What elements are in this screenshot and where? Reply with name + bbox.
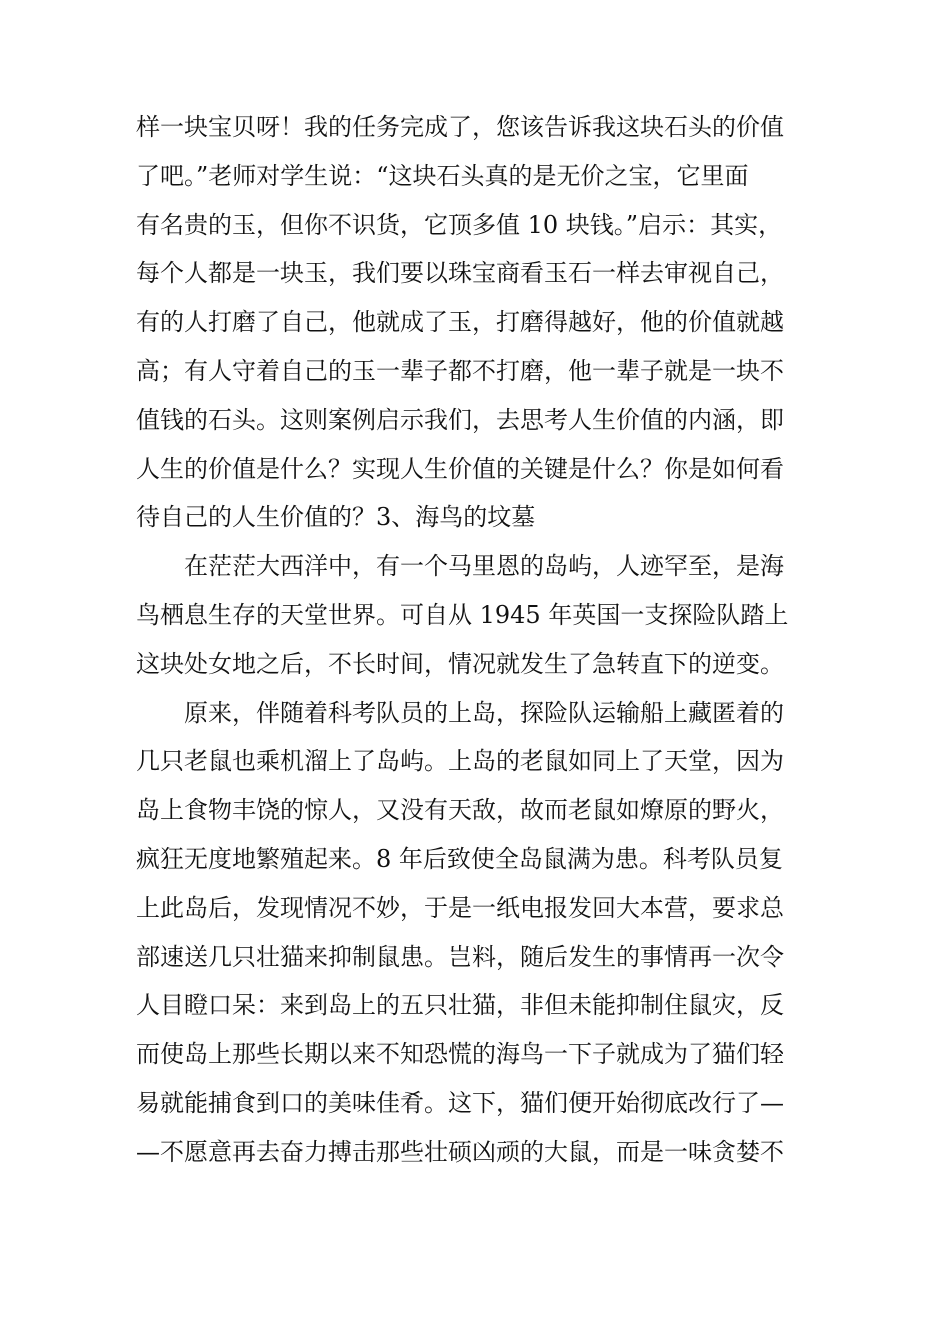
text-line: 有的人打磨了自己，他就成了玉，打磨得越好，他的价值就越 [136, 308, 784, 337]
body-text [136, 103, 826, 1177]
text-line: 了吧。”老师对学生说：“这块石头真的是无价之宝，它里面 [136, 161, 749, 190]
text-line: 待自己的人生价值的？3、海鸟的坟墓 [136, 503, 536, 532]
text-line: 人目瞪口呆：来到岛上的五只壮猫，非但未能抑制住鼠灾，反 [136, 991, 784, 1020]
text-line: 有名贵的玉，但你不识货，它顶多值 10 块钱。”启示：其实， [136, 210, 783, 239]
text-line: 而使岛上那些长期以来不知恐慌的海鸟一下子就成为了猫们轻 [136, 1040, 784, 1069]
text-line: 样一块宝贝呀！我的任务完成了，您该告诉我这块石头的价值 [136, 113, 784, 141]
text-line: 高；有人守着自己的玉一辈子都不打磨，他一辈子就是一块不 [136, 356, 784, 385]
text-line: 疯狂无度地繁殖起来。8 年后致使全岛鼠满为患。科考队员复 [136, 844, 783, 873]
text-line: 上此岛后，发现情况不妙，于是一纸电报发回大本营，要求总 [136, 893, 784, 922]
text-line: 岛上食物丰饶的惊人，又没有天敌，故而老鼠如燎原的野火， [136, 796, 784, 825]
text-line: 这块处女地之后，不长时间，情况就发生了急转直下的逆变。 [136, 649, 784, 678]
text-line: 每个人都是一块玉，我们要以珠宝商看玉石一样去审视自己， [136, 259, 784, 288]
text-line: 几只老鼠也乘机溜上了岛屿。上岛的老鼠如同上了天堂，因为 [136, 747, 784, 776]
text-line: 人生的价值是什么？实现人生价值的关键是什么？你是如何看 [136, 454, 784, 483]
text-line: 值钱的石头。这则案例启示我们，去思考人生价值的内涵，即 [136, 405, 784, 434]
text-line: 鸟栖息生存的天堂世界。可自从 1945 年英国一支探险队踏上 [136, 600, 789, 629]
paragraph-first-line: 原来，伴随着科考队员的上岛，探险队运输船上藏匿着的 [184, 698, 784, 727]
paragraph-first-line: 在茫茫大西洋中，有一个马里恩的岛屿，人迹罕至，是海 [184, 552, 784, 581]
text-line: —不愿意再去奋力搏击那些壮硕凶顽的大鼠，而是一味贪婪不 [136, 1137, 784, 1166]
text-line: 部速送几只壮猫来抑制鼠患。岂料，随后发生的事情再一次令 [136, 942, 784, 971]
text-line: 易就能捕食到口的美味佳肴。这下，猫们便开始彻底改行了— [136, 1088, 784, 1117]
